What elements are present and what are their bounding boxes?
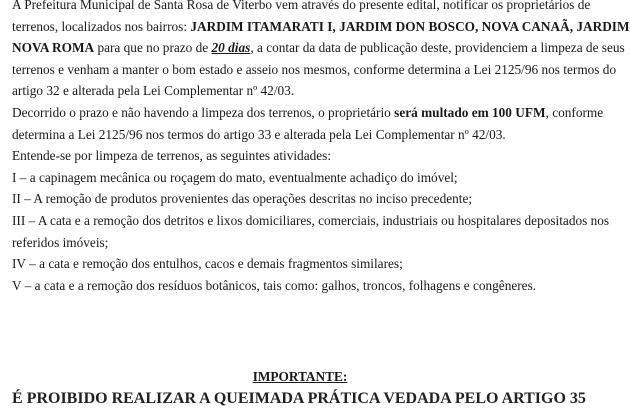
- p2-text-1c: , conforme: [545, 105, 604, 120]
- list-item-2: [12, 188, 588, 210]
- list-item-5: [12, 275, 588, 297]
- p1-text-2a: terrenos, localizados nos bairros:: [12, 18, 191, 34]
- paragraph-1-line-1: [12, 0, 591, 16]
- p1-text-3b: para que no prazo de: [94, 40, 212, 56]
- fine-amount: será multado em 100 UFM: [394, 105, 546, 120]
- deadline-days: 20 dias: [211, 40, 251, 56]
- paragraph-1-line-3: [12, 37, 625, 59]
- p3-text: Entende-se por limpeza de terrenos, as seguintes atividades:: [12, 148, 332, 164]
- p1-text-1: A Prefeitura Municipal de Santa Rosa de Viterbo vem através do presente edital, notificar os proprietários de: [12, 0, 591, 12]
- paragraph-1-line-2: [12, 16, 630, 38]
- item-3-text-1: III – A cata e a remoção dos detritos e lixos domiciliares, comerciais, industriais ou hospitalares depositados nos: [12, 213, 610, 228]
- paragraph-1-line-5: [12, 80, 588, 102]
- important-heading: IMPORTANTE:: [252, 369, 348, 384]
- p1-text-4: terrenos e venham a manter o bom estado e asseio nos mesmos, conforme determina a Lei 2125/96 nos termos do: [12, 61, 617, 77]
- item-3-text-2: referidos imóveis;: [12, 234, 109, 250]
- paragraph-1-line-4: [12, 59, 617, 81]
- p1-text-5: artigo 32 e alterada pela Lei Complementar nº 42/03.: [12, 83, 295, 99]
- paragraph-3: [12, 145, 588, 167]
- list-item-1: [12, 167, 588, 189]
- item-2-text: II – A remoção de produtos provenientes das operações descritas no inciso precedente;: [12, 191, 473, 207]
- p1-text-3d: , a contar da data de publicação deste, providenciem a limpeza de seus: [250, 40, 625, 56]
- list-item-3-line-1: [12, 210, 610, 232]
- list-item-4: [12, 253, 588, 275]
- paragraph-2-line-2: [12, 124, 588, 146]
- neighborhoods-list: JARDIM ITAMARATI I, JARDIM DON BOSCO, NOVA CANAÃ, JARDIM: [190, 18, 630, 34]
- item-5-text: V – a cata e a remoção dos resíduos botânicos, tais como: galhos, troncos, folhagens e congêneres.: [12, 277, 537, 293]
- list-item-3-line-2: [12, 232, 588, 254]
- item-1-text: I – a capinagem mecânica ou roçagem do mato, eventualmente achadiço do imóvel;: [12, 169, 458, 185]
- paragraph-2-line-1: [12, 102, 604, 124]
- cut-off-warning-text: É PROIBIDO REALIZAR A QUEIMADA PRÁTICA VEDADA PELO ARTIGO 35: [12, 390, 586, 407]
- p2-text-1a: Decorrido o prazo e não havendo a limpeza dos terrenos, o proprietário: [12, 105, 395, 120]
- p2-text-2: determina a Lei 2125/96 nos termos do artigo 33 e alterada pela Lei Complementar nº 42/03.: [12, 126, 506, 142]
- neighborhood-nova-roma: NOVA ROMA: [12, 40, 95, 56]
- cut-off-warning-line: [12, 390, 588, 407]
- item-4-text: IV – a cata e remoção dos entulhos, cacos e demais fragmentos similares;: [12, 256, 403, 272]
